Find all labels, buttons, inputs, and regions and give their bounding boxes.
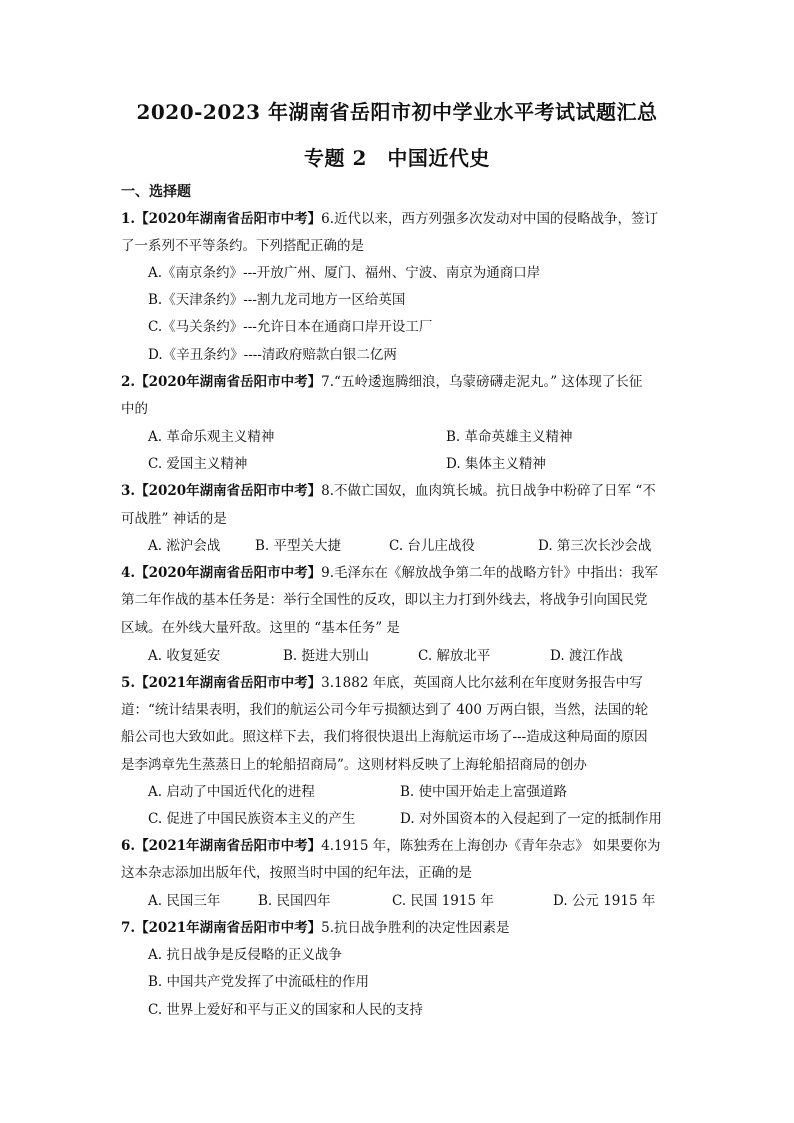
question-3-line-1 [121,482,656,500]
option-5c: C. 促进了中国民族资本主义的产生 [148,811,356,827]
option-3b: B. 平型关大捷 [255,538,342,554]
question-stem: 4.1915 年，陈独秀在上海创办《青年杂志》 如果要你为 [321,838,661,854]
question-stem: 7.“五岭逶迤腾细浪，乌蒙磅礴走泥丸。” 这体现了长征 [321,374,643,390]
option-1a: A.《南京条约》---开放广州、厦门、福州、宁波、南京为通商口岸 [148,265,541,281]
option-6d: D. 公元 1915 年 [553,893,656,909]
option-5b: B. 使中国开始走上富强道路 [400,784,568,800]
option-1b: B.《天津条约》---割九龙司地方一区给英国 [148,292,406,308]
question-stem: 6.近代以来，西方列强多次发动对中国的侵略战争，签订 [321,211,659,227]
question-5-line-3: 船公司也大致如此。照这样下去，我们将很快退出上海航运市场了---造成这种局面的原因 [121,729,648,745]
question-1-line-2: 了一系列不平等条约。下列搭配正确的是 [121,238,364,254]
option-7a: A. 抗日战争是反侵略的正义战争 [148,947,342,963]
question-5-line-1 [121,674,643,692]
option-6c: C. 民国 1915 年 [392,893,494,909]
question-5-line-4: 是李鸿章先生蒸蒸日上的轮船招商局”。这则材料反映了上海轮船招商局的创办 [121,757,587,773]
option-7b: B. 中国共产党发挥了中流砥柱的作用 [148,974,370,990]
document-subtitle: 专题 2 中国近代史 [304,146,490,170]
option-2d: D. 集体主义精神 [446,456,546,472]
question-source: 【2020年湖南省岳阳市中考】 [135,211,322,227]
option-2b: B. 革命英雄主义精神 [446,429,573,445]
question-6-line-1 [121,837,661,855]
option-4d: D. 渡江作战 [550,648,623,664]
question-number: 1. [121,211,136,227]
option-3c: C. 台儿庄战役 [389,538,475,554]
option-5a: A. 启动了中国近代化的进程 [148,784,315,800]
section-heading: 一、选择题 [121,184,191,200]
question-2-line-1 [121,373,642,391]
option-4c: C. 解放北平 [418,648,491,664]
question-number: 6. [121,838,136,854]
document-title: 2020-2023 年湖南省岳阳市初中学业水平考试试题汇总 [136,100,658,124]
question-stem: 8.不做亡国奴，血肉筑长城。抗日战争中粉碎了日军 “不 [321,483,656,499]
option-5d: D. 对外国资本的入侵起到了一定的抵制作用 [400,811,662,827]
option-4b: B. 挺进大别山 [283,648,370,664]
question-stem: 5.抗日战争胜利的决定性因素是 [321,920,510,936]
option-2c: C. 爱国主义精神 [148,456,248,472]
question-6-line-2: 这本杂志添加出版年代，按照当时中国的纪年法，正确的是 [121,865,472,881]
question-number: 4. [121,565,136,581]
question-stem: 3.1882 年底，英国商人比尔兹利在年度财务报告中写 [321,675,643,691]
option-7c: C. 世界上爱好和平与正义的国家和人民的支持 [148,1002,423,1018]
option-6a: A. 民国三年 [148,893,221,909]
question-3-line-2: 可战胜” 神话的是 [121,511,227,527]
question-4-line-2: 第二年作战的基本任务是：举行全国性的反攻，即以主力打到外线去，将战争引向国民党 [121,592,648,608]
question-source: 【2020年湖南省岳阳市中考】 [135,483,322,499]
question-source: 【2020年湖南省岳阳市中考】 [135,374,322,390]
question-2-line-2: 中的 [121,401,148,417]
question-number: 2. [121,374,136,390]
option-3d: D. 第三次长沙会战 [538,538,652,554]
question-1-line-1 [121,210,658,228]
question-number: 7. [121,920,136,936]
question-source: 【2021年湖南省岳阳市中考】 [135,920,322,936]
question-5-line-2: 道：“统计结果表明，我们的航运公司今年亏损额达到了 400 万两白银，当然，法国的轮 [121,702,649,718]
question-source: 【2021年湖南省岳阳市中考】 [135,675,322,691]
question-source: 【2020年湖南省岳阳市中考】 [135,565,322,581]
question-number: 3. [121,483,136,499]
question-stem: 9.毛泽东在《解放战争第二年的战略方针》中指出：我军 [321,565,659,581]
question-4-line-3: 区域。在外线大量歼敌。这里的 “基本任务” 是 [121,620,400,636]
option-4a: A. 收复延安 [148,648,221,664]
option-3a: A. 淞沪会战 [148,538,221,554]
question-number: 5. [121,675,136,691]
option-2a: A. 革命乐观主义精神 [148,429,275,445]
question-4-line-1 [121,564,658,582]
option-1c: C.《马关条约》---允许日本在通商口岸开设工厂 [148,319,433,335]
question-source: 【2021年湖南省岳阳市中考】 [135,838,322,854]
option-6b: B. 民国四年 [258,893,331,909]
question-7-line-1 [121,919,510,937]
option-1d: D.《辛丑条约》----清政府赔款白银二亿两 [148,347,397,363]
